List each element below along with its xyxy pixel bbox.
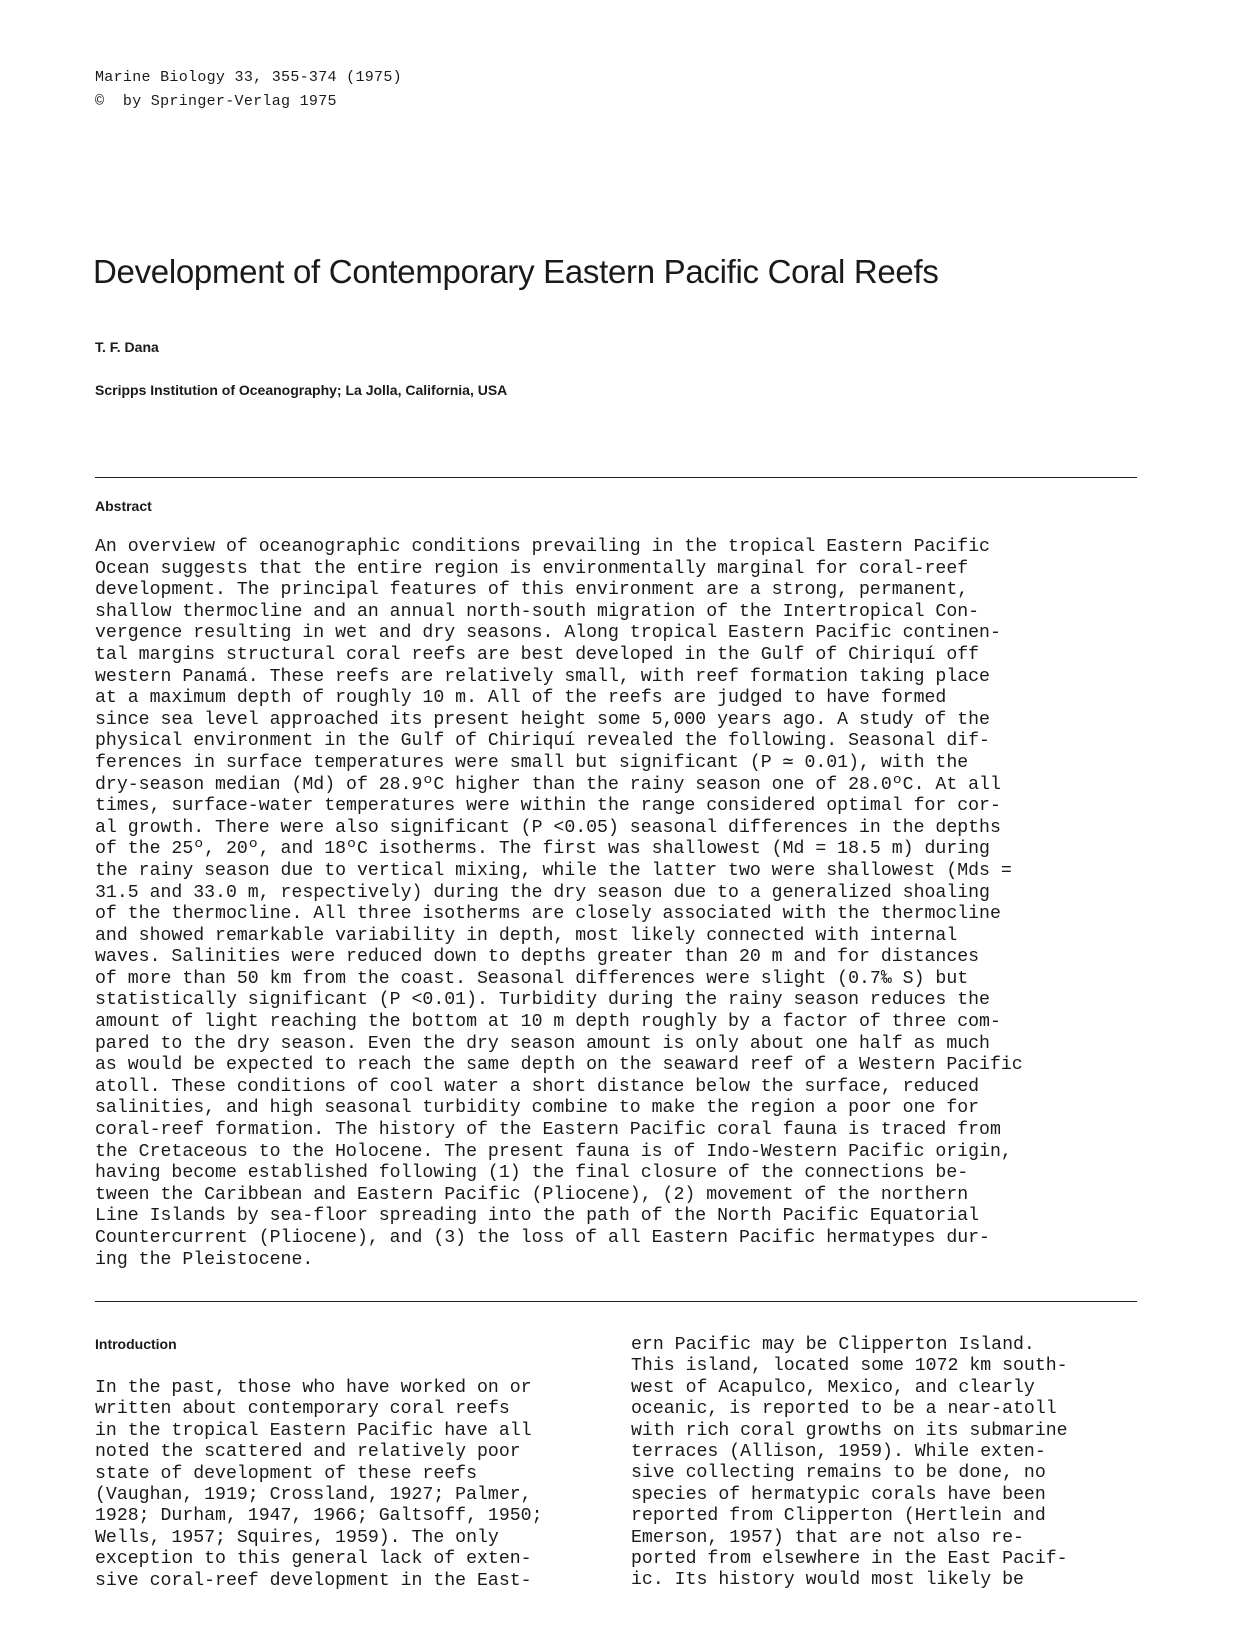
abstract-line: An overview of oceanographic conditions prevailing in the tropical Eastern Pacific xyxy=(95,537,990,557)
body-line: written about contemporary coral reefs xyxy=(95,1399,510,1420)
author: T. F. Dana xyxy=(95,339,159,355)
abstract-line: vergence resulting in wet and dry seasons. Along tropical Eastern Pacific continen- xyxy=(95,623,1001,644)
introduction-left-column xyxy=(95,1378,615,1592)
body-line: sive coral-reef development in the East- xyxy=(95,1570,532,1591)
abstract-line: shallow thermocline and an annual north-south migration of the Intertropical Con- xyxy=(95,601,980,622)
body-line: ic. Its history would most likely be xyxy=(631,1570,1024,1591)
abstract-line: the rainy season due to vertical mixing, while the latter two were shallowest (Mds = xyxy=(95,860,1012,881)
body-line: reported from Clipperton (Hertlein and xyxy=(631,1506,1046,1527)
abstract-line: having become established following (1) the final closure of the connections be- xyxy=(95,1163,969,1184)
abstract-line: the Cretaceous to the Holocene. The present fauna is of Indo-Western Pacific origin, xyxy=(95,1141,1012,1162)
journal-line: Marine Biology 33, 355-374 (1975) xyxy=(95,69,402,86)
abstract-line: since sea level approached its present height some 5,000 years ago. A study of the xyxy=(95,709,990,730)
body-line: west of Acapulco, Mexico, and clearly xyxy=(631,1377,1035,1398)
introduction-right-column xyxy=(631,1335,1151,1592)
abstract-line: western Panamá. These reefs are relatively small, with reef formation taking place xyxy=(95,666,990,687)
body-line: species of hermatypic corals have been xyxy=(631,1484,1046,1505)
affiliation: Scripps Institution of Oceanography; La Jolla, California, USA xyxy=(95,382,508,398)
abstract-line: pared to the dry season. Even the dry season amount is only about one half as much xyxy=(95,1033,990,1054)
abstract-line: salinities, and high seasonal turbidity combine to make the region a poor one for xyxy=(95,1098,980,1119)
abstract-line: coral-reef formation. The history of the Eastern Pacific coral fauna is traced from xyxy=(95,1120,1001,1141)
abstract-line: Line Islands by sea-floor spreading into the path of the North Pacific Equatorial xyxy=(95,1206,980,1227)
abstract-line: of the thermocline. All three isotherms are closely associated with the thermocline xyxy=(95,904,1001,925)
body-line: This island, located some 1072 km south- xyxy=(631,1356,1068,1377)
body-line: exception to this general lack of exten- xyxy=(95,1549,532,1570)
abstract-line: and showed remarkable variability in depth, most likely connected with internal xyxy=(95,925,958,946)
abstract-line: of the 25º, 20º, and 18ºC isotherms. The first was shallowest (Md = 18.5 m) during xyxy=(95,839,990,860)
abstract-line: at a maximum depth of roughly 10 m. All of the reefs are judged to have formed xyxy=(95,688,947,709)
abstract-line: physical environment in the Gulf of Chiriquí revealed the following. Seasonal dif- xyxy=(95,731,990,752)
abstract-line: 31.5 and 33.0 m, respectively) during the dry season due to a generalized shoaling xyxy=(95,882,990,903)
abstract-line: Ocean suggests that the entire region is environmentally marginal for coral-reef xyxy=(95,558,969,579)
abstract-line: tal margins structural coral reefs are best developed in the Gulf of Chiriquí off xyxy=(95,644,980,665)
body-line: Emerson, 1957) that are not also re- xyxy=(631,1527,1024,1548)
abstract-line: as would be expected to reach the same depth on the seaward reef of a Western Pacific xyxy=(95,1055,1023,1076)
body-line: sive collecting remains to be done, no xyxy=(631,1463,1046,1484)
abstract-line: of more than 50 km from the coast. Seasonal differences were slight (0.7‰ S) but xyxy=(95,968,969,989)
paper-title: Development of Contemporary Eastern Pacific Coral Reefs xyxy=(93,253,939,290)
body-line: with rich coral growths on its submarine xyxy=(631,1420,1068,1441)
body-line: ern Pacific may be Clipperton Island. xyxy=(631,1335,1035,1355)
body-line: state of development of these reefs xyxy=(95,1463,477,1484)
abstract-line: al growth. There were also significant (P <0.05) seasonal differences in the depths xyxy=(95,817,1001,838)
journal-citation xyxy=(95,66,402,114)
divider-bottom xyxy=(95,1301,1137,1302)
abstract-line: ferences in surface temperatures were small but significant (P ≃ 0.01), with the xyxy=(95,752,969,773)
body-line: 1928; Durham, 1947, 1966; Galtsoff, 1950; xyxy=(95,1506,543,1527)
body-line: terraces (Allison, 1959). While exten- xyxy=(631,1442,1046,1463)
body-line: oceanic, is reported to be a near-atoll xyxy=(631,1399,1057,1420)
body-line: ported from elsewhere in the East Pacif- xyxy=(631,1549,1068,1570)
body-line: noted the scattered and relatively poor xyxy=(95,1442,521,1463)
abstract-line: tween the Caribbean and Eastern Pacific (Pliocene), (2) movement of the northern xyxy=(95,1184,969,1205)
abstract-line: amount of light reaching the bottom at 10 m depth roughly by a factor of three com- xyxy=(95,1012,1001,1033)
body-line: Wells, 1957; Squires, 1959). The only xyxy=(95,1527,499,1548)
copyright-line: © by Springer-Verlag 1975 xyxy=(95,93,337,110)
divider-top xyxy=(95,477,1137,478)
body-line: in the tropical Eastern Pacific have all xyxy=(95,1420,532,1441)
body-line: (Vaughan, 1919; Crossland, 1927; Palmer, xyxy=(95,1485,532,1506)
abstract-heading: Abstract xyxy=(95,498,152,514)
body-line: In the past, those who have worked on or xyxy=(95,1378,532,1398)
introduction-heading: Introduction xyxy=(95,1336,177,1352)
abstract-line: times, surface-water temperatures were within the range considered optimal for cor- xyxy=(95,796,1001,817)
abstract-line: ing the Pleistocene. xyxy=(95,1249,314,1270)
abstract-line: atoll. These conditions of cool water a short distance below the surface, reduced xyxy=(95,1076,980,1097)
abstract-line: Countercurrent (Pliocene), and (3) the loss of all Eastern Pacific hermatypes dur- xyxy=(95,1228,990,1248)
abstract-body xyxy=(95,537,1175,1271)
abstract-line: waves. Salinities were reduced down to depths greater than 20 m and for distances xyxy=(95,947,980,968)
abstract-line: development. The principal features of this environment are a strong, permanent, xyxy=(95,580,969,601)
abstract-line: dry-season median (Md) of 28.9ºC higher than the rainy season one of 28.0ºC. At all xyxy=(95,774,1001,795)
abstract-line: statistically significant (P <0.01). Turbidity during the rainy season reduces the xyxy=(95,990,990,1011)
